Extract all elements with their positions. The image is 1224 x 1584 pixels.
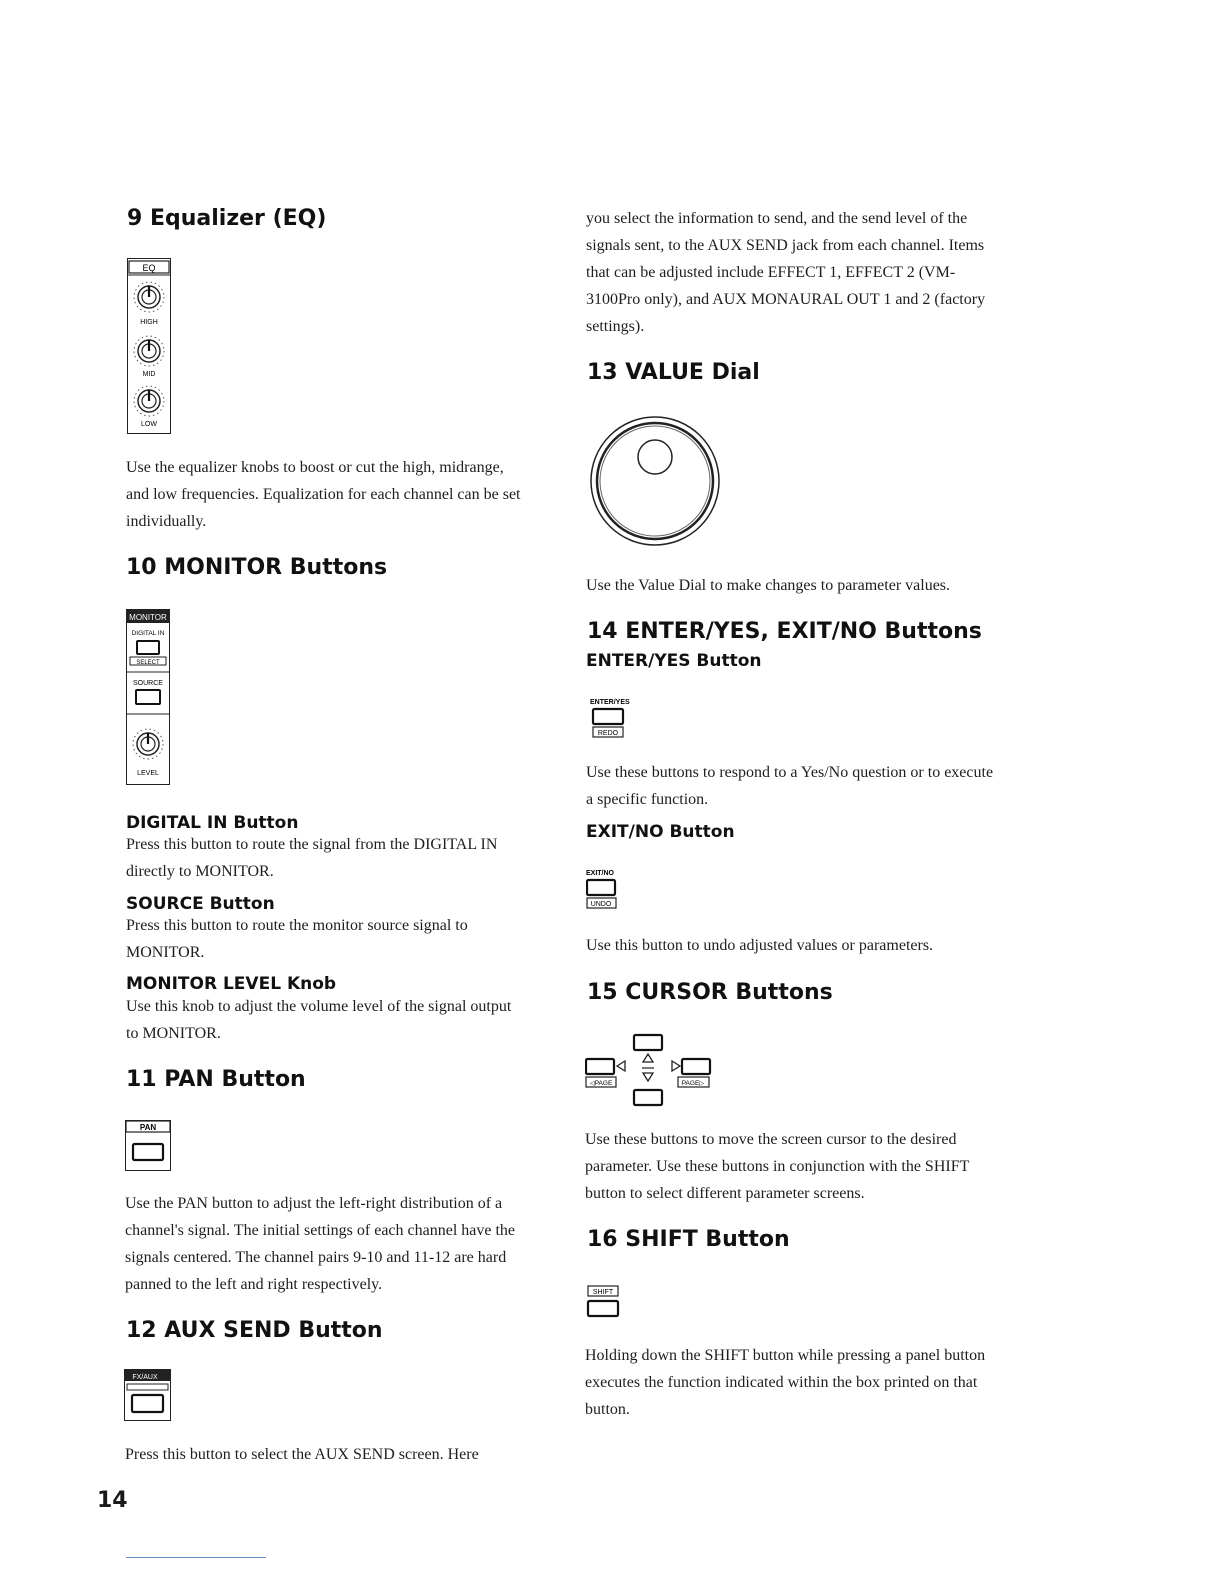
eq-heading: 9 Equalizer (EQ) xyxy=(127,206,327,231)
mid-knob-icon[interactable] xyxy=(134,336,164,366)
enter-panel-label: ENTER/YES xyxy=(590,699,630,706)
high-knob-icon[interactable] xyxy=(134,282,164,312)
source-panel-label: SOURCE xyxy=(133,680,163,687)
low-knob-icon[interactable] xyxy=(134,386,164,416)
value-dial-icon[interactable] xyxy=(588,414,722,548)
eq-panel xyxy=(127,258,171,434)
cursor-left-button[interactable] xyxy=(586,1059,614,1074)
high-knob-label: HIGH xyxy=(140,319,158,326)
exit-no-button[interactable] xyxy=(587,880,615,895)
source-button[interactable] xyxy=(136,690,160,704)
exit-body: Use this button to undo adjusted values or parameters. xyxy=(586,937,934,954)
pan-panel-label: PAN xyxy=(139,1123,157,1132)
cursor-body: Use these buttons to move the screen cursor to the desired parameter. Use these buttons in conjunction with the SHIFT button to select different parameter screens. xyxy=(585,1131,970,1202)
cursor-panel xyxy=(585,1032,715,1110)
monitor-level-body: Use this knob to adjust the volume level of the signal output to MONITOR. xyxy=(126,998,512,1042)
enter-yes-button[interactable] xyxy=(593,709,623,724)
value-dial-heading: 13 VALUE Dial xyxy=(587,360,760,385)
exit-panel-label: EXIT/NO xyxy=(586,870,615,877)
cursor-right-button[interactable] xyxy=(682,1059,710,1074)
page-left-label: ◁PAGE xyxy=(589,1080,613,1087)
aux-heading: 12 AUX SEND Button xyxy=(126,1318,383,1343)
pan-panel xyxy=(125,1120,171,1171)
mid-knob-label: MID xyxy=(142,371,156,378)
cursor-down-button[interactable] xyxy=(634,1090,662,1105)
level-panel-label: LEVEL xyxy=(137,770,159,777)
exit-title: EXIT/NO Button xyxy=(586,822,735,842)
low-knob-label: LOW xyxy=(141,421,157,428)
cursor-up-button[interactable] xyxy=(634,1035,662,1050)
digital-in-panel-label: DIGITAL IN xyxy=(131,630,165,637)
page-right-label: PAGE▷ xyxy=(681,1080,705,1087)
footer-rule xyxy=(126,1557,266,1558)
value-dial-body: Use the Value Dial to make changes to parameter values. xyxy=(586,577,951,594)
enter-title: ENTER/YES Button xyxy=(586,651,762,671)
right-arrow-icon xyxy=(672,1061,680,1071)
left-arrow-icon xyxy=(617,1061,625,1071)
redo-label: REDO xyxy=(597,730,619,737)
monitor-level-knob-icon[interactable] xyxy=(133,729,163,759)
aux-body: Press this button to select the AUX SEND screen. Here xyxy=(125,1446,479,1463)
enter-panel xyxy=(590,697,634,741)
shift-heading: 16 SHIFT Button xyxy=(587,1227,790,1252)
page-number: 14 xyxy=(97,1488,128,1513)
source-title: SOURCE Button xyxy=(126,894,275,914)
digital-in-body: Press this button to route the signal from the DIGITAL IN directly to MONITOR. xyxy=(126,836,498,880)
select-panel-label: SELECT xyxy=(136,660,160,666)
undo-label: UNDO xyxy=(590,901,612,908)
exit-panel xyxy=(586,868,626,912)
shift-panel-label: SHIFT xyxy=(592,1289,614,1296)
digital-in-button[interactable] xyxy=(137,641,159,654)
pan-body: Use the PAN button to adjust the left-right distribution of a channel's signal. The initial settings of each channel have the signals centered. The channel pairs 9-10 and 11-12 are hard panned to the left and right respectively. xyxy=(125,1195,516,1293)
eq-body: Use the equalizer knobs to boost or cut the high, midrange, and low frequencies. Equalization for each channel can be set individually. xyxy=(126,459,521,530)
pan-heading: 11 PAN Button xyxy=(126,1067,306,1092)
shift-body: Holding down the SHIFT button while pressing a panel button executes the function indicated within the box printed on that button. xyxy=(585,1347,986,1418)
enter-exit-heading: 14 ENTER/YES, EXIT/NO Buttons xyxy=(587,619,982,644)
aux-send-button[interactable] xyxy=(132,1395,163,1412)
aux-panel xyxy=(124,1369,171,1421)
shift-button[interactable] xyxy=(588,1301,618,1316)
pan-button[interactable] xyxy=(133,1144,163,1160)
shift-panel xyxy=(586,1284,622,1320)
monitor-level-title: MONITOR LEVEL Knob xyxy=(126,974,337,994)
aux-panel-label: FX/AUX xyxy=(132,1374,158,1381)
monitor-heading: 10 MONITOR Buttons xyxy=(126,555,388,580)
enter-body: Use these buttons to respond to a Yes/No question or to execute a specific function. xyxy=(586,764,994,808)
eq-panel-title: EQ xyxy=(142,263,156,273)
monitor-panel xyxy=(126,609,170,785)
digital-in-title: DIGITAL IN Button xyxy=(126,813,299,833)
up-arrow-icon xyxy=(643,1054,653,1062)
source-body: Press this button to route the monitor source signal to MONITOR. xyxy=(126,917,468,961)
cursor-heading: 15 CURSOR Buttons xyxy=(587,980,833,1005)
monitor-panel-title: MONITOR xyxy=(129,613,167,622)
aux-continued-body: you select the information to send, and the send level of the signals sent, to the AUX SEND jack from each channel. Items that can be adjusted include EFFECT 1, EFFECT 2 (VM-3100Pro only), and AUX MONAURAL OUT 1 and 2 (factory settings). xyxy=(586,210,986,335)
down-arrow-icon xyxy=(643,1073,653,1081)
